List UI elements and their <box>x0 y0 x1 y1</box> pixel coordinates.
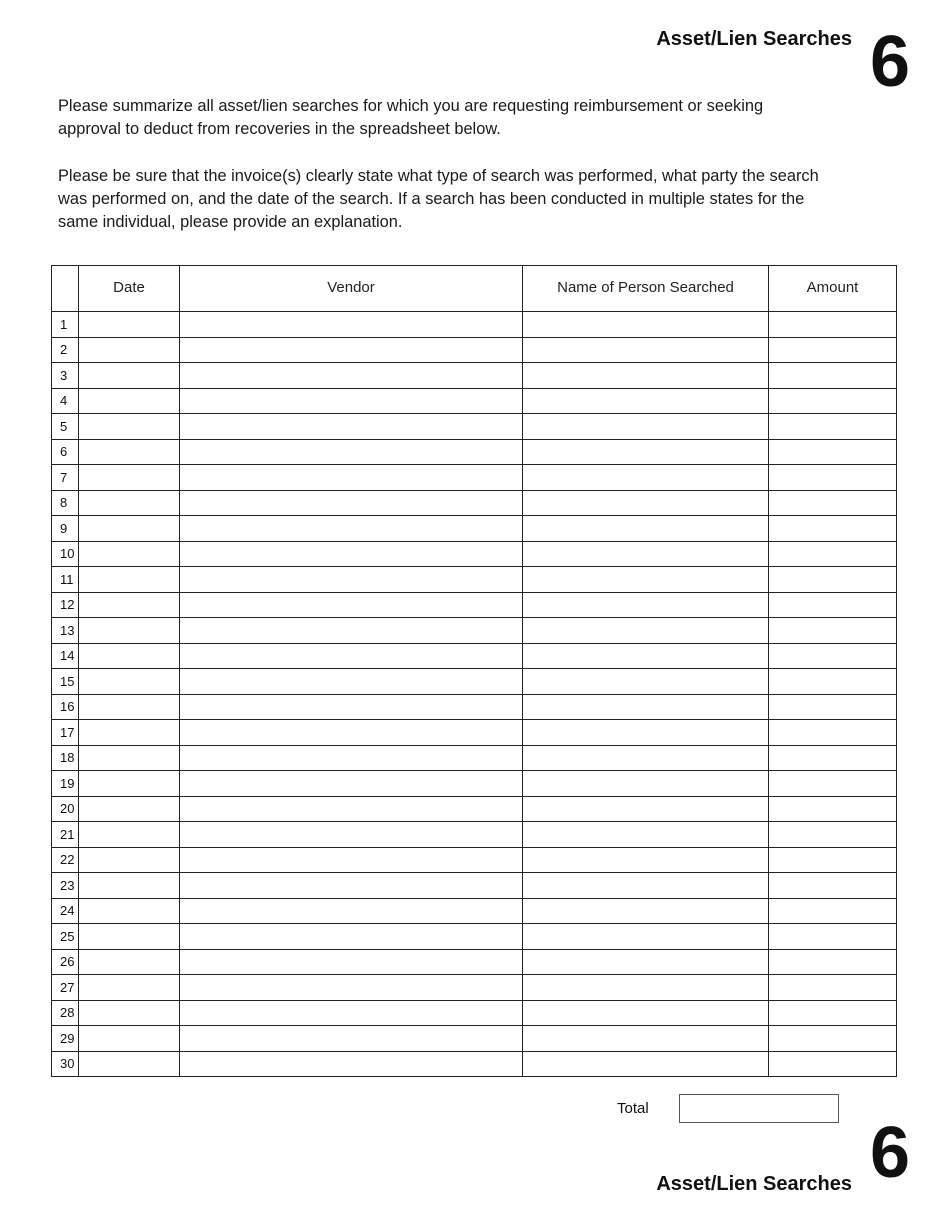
name-searched-cell[interactable] <box>523 873 769 899</box>
row-number: 6 <box>52 439 79 465</box>
row-number: 9 <box>52 516 79 542</box>
row-number: 12 <box>52 592 79 618</box>
amount-cell[interactable] <box>769 822 897 848</box>
amount-cell[interactable] <box>769 643 897 669</box>
vendor-cell[interactable] <box>180 567 523 593</box>
row-number: 20 <box>52 796 79 822</box>
amount-cell[interactable] <box>769 796 897 822</box>
amount-cell[interactable] <box>769 414 897 440</box>
name-searched-cell[interactable] <box>523 694 769 720</box>
column-header-date: Date <box>79 266 180 312</box>
vendor-cell[interactable] <box>180 873 523 899</box>
vendor-cell[interactable] <box>180 924 523 950</box>
vendor-cell[interactable] <box>180 796 523 822</box>
vendor-cell[interactable] <box>180 745 523 771</box>
date-cell[interactable] <box>79 975 180 1001</box>
row-number: 8 <box>52 490 79 516</box>
vendor-cell[interactable] <box>180 1026 523 1052</box>
row-number: 26 <box>52 949 79 975</box>
name-searched-cell[interactable] <box>523 1000 769 1026</box>
table-row <box>52 924 897 950</box>
vendor-cell[interactable] <box>180 669 523 695</box>
vendor-cell[interactable] <box>180 847 523 873</box>
name-searched-cell[interactable] <box>523 720 769 746</box>
date-cell[interactable] <box>79 898 180 924</box>
table-row <box>52 516 897 542</box>
vendor-cell[interactable] <box>180 643 523 669</box>
name-searched-cell[interactable] <box>523 592 769 618</box>
name-searched-cell[interactable] <box>523 975 769 1001</box>
date-cell[interactable] <box>79 1051 180 1077</box>
amount-cell[interactable] <box>769 567 897 593</box>
row-number: 17 <box>52 720 79 746</box>
table-row <box>52 669 897 695</box>
vendor-cell[interactable] <box>180 975 523 1001</box>
date-cell[interactable] <box>79 694 180 720</box>
name-searched-cell[interactable] <box>523 439 769 465</box>
row-number: 3 <box>52 363 79 389</box>
amount-cell[interactable] <box>769 898 897 924</box>
amount-cell[interactable] <box>769 516 897 542</box>
vendor-cell[interactable] <box>180 337 523 363</box>
amount-cell[interactable] <box>769 720 897 746</box>
table-row <box>52 567 897 593</box>
table-row <box>52 873 897 899</box>
date-cell[interactable] <box>79 643 180 669</box>
amount-cell[interactable] <box>769 975 897 1001</box>
name-searched-cell[interactable] <box>523 771 769 797</box>
amount-cell[interactable] <box>769 1026 897 1052</box>
table-row <box>52 465 897 491</box>
date-cell[interactable] <box>79 388 180 414</box>
amount-cell[interactable] <box>769 771 897 797</box>
row-number: 27 <box>52 975 79 1001</box>
vendor-cell[interactable] <box>180 694 523 720</box>
date-cell[interactable] <box>79 720 180 746</box>
date-cell[interactable] <box>79 669 180 695</box>
vendor-cell[interactable] <box>180 541 523 567</box>
row-number: 19 <box>52 771 79 797</box>
instructions <box>58 95 828 257</box>
searches-table <box>51 265 897 1077</box>
row-number: 1 <box>52 312 79 338</box>
amount-cell[interactable] <box>769 490 897 516</box>
name-searched-cell[interactable] <box>523 465 769 491</box>
vendor-cell[interactable] <box>180 490 523 516</box>
vendor-cell[interactable] <box>180 898 523 924</box>
date-cell[interactable] <box>79 516 180 542</box>
vendor-cell[interactable] <box>180 822 523 848</box>
amount-cell[interactable] <box>769 924 897 950</box>
date-cell[interactable] <box>79 745 180 771</box>
table-row <box>52 771 897 797</box>
date-cell[interactable] <box>79 924 180 950</box>
table-row <box>52 1051 897 1077</box>
row-number: 29 <box>52 1026 79 1052</box>
amount-cell[interactable] <box>769 669 897 695</box>
column-header-vendor: Vendor <box>180 266 523 312</box>
page-title: Asset/Lien Searches <box>656 28 852 50</box>
date-cell[interactable] <box>79 618 180 644</box>
name-searched-cell[interactable] <box>523 388 769 414</box>
vendor-cell[interactable] <box>180 720 523 746</box>
date-cell[interactable] <box>79 490 180 516</box>
date-cell[interactable] <box>79 873 180 899</box>
table-header-row <box>52 266 897 312</box>
date-cell[interactable] <box>79 949 180 975</box>
footer-title: Asset/Lien Searches <box>656 1173 852 1195</box>
amount-cell[interactable] <box>769 1051 897 1077</box>
table-row <box>52 1026 897 1052</box>
row-number: 16 <box>52 694 79 720</box>
date-cell[interactable] <box>79 592 180 618</box>
row-number: 30 <box>52 1051 79 1077</box>
name-searched-cell[interactable] <box>523 618 769 644</box>
date-cell[interactable] <box>79 363 180 389</box>
vendor-cell[interactable] <box>180 388 523 414</box>
amount-cell[interactable] <box>769 312 897 338</box>
name-searched-cell[interactable] <box>523 1051 769 1077</box>
date-cell[interactable] <box>79 1026 180 1052</box>
name-searched-cell[interactable] <box>523 796 769 822</box>
table-row <box>52 490 897 516</box>
name-searched-cell[interactable] <box>523 516 769 542</box>
total-label: Total <box>617 1100 649 1117</box>
amount-cell[interactable] <box>769 1000 897 1026</box>
table-row <box>52 363 897 389</box>
date-cell[interactable] <box>79 567 180 593</box>
table-row <box>52 439 897 465</box>
vendor-cell[interactable] <box>180 949 523 975</box>
row-number: 28 <box>52 1000 79 1026</box>
name-searched-cell[interactable] <box>523 312 769 338</box>
amount-cell[interactable] <box>769 363 897 389</box>
row-number: 15 <box>52 669 79 695</box>
table-row <box>52 694 897 720</box>
table-row <box>52 592 897 618</box>
row-number: 25 <box>52 924 79 950</box>
name-searched-cell[interactable] <box>523 490 769 516</box>
row-number: 21 <box>52 822 79 848</box>
amount-cell[interactable] <box>769 949 897 975</box>
table-row <box>52 898 897 924</box>
name-searched-cell[interactable] <box>523 337 769 363</box>
table-row <box>52 541 897 567</box>
date-cell[interactable] <box>79 337 180 363</box>
amount-cell[interactable] <box>769 618 897 644</box>
name-searched-cell[interactable] <box>523 949 769 975</box>
amount-cell[interactable] <box>769 541 897 567</box>
amount-cell[interactable] <box>769 388 897 414</box>
table-row <box>52 312 897 338</box>
row-number: 14 <box>52 643 79 669</box>
date-cell[interactable] <box>79 1000 180 1026</box>
vendor-cell[interactable] <box>180 363 523 389</box>
amount-cell[interactable] <box>769 745 897 771</box>
footer-section-number: 6 <box>869 1113 910 1193</box>
amount-cell[interactable] <box>769 439 897 465</box>
row-number: 13 <box>52 618 79 644</box>
instruction-paragraph: Please summarize all asset/lien searches for which you are requesting reimbursement or seeking approval to deduct from recoveries in the spreadsheet below. <box>58 97 764 139</box>
vendor-cell[interactable] <box>180 312 523 338</box>
vendor-cell[interactable] <box>180 1051 523 1077</box>
name-searched-cell[interactable] <box>523 643 769 669</box>
table-row <box>52 388 897 414</box>
table-row <box>52 975 897 1001</box>
row-number: 10 <box>52 541 79 567</box>
name-searched-cell[interactable] <box>523 898 769 924</box>
amount-cell[interactable] <box>769 465 897 491</box>
vendor-cell[interactable] <box>180 618 523 644</box>
date-cell[interactable] <box>79 465 180 491</box>
name-searched-cell[interactable] <box>523 847 769 873</box>
name-searched-cell[interactable] <box>523 541 769 567</box>
name-searched-cell[interactable] <box>523 745 769 771</box>
table-row <box>52 618 897 644</box>
name-searched-cell[interactable] <box>523 1026 769 1052</box>
row-number: 24 <box>52 898 79 924</box>
date-cell[interactable] <box>79 439 180 465</box>
vendor-cell[interactable] <box>180 771 523 797</box>
column-header-amount: Amount <box>769 266 897 312</box>
date-cell[interactable] <box>79 771 180 797</box>
name-searched-cell[interactable] <box>523 363 769 389</box>
date-cell[interactable] <box>79 541 180 567</box>
amount-cell[interactable] <box>769 873 897 899</box>
row-number: 22 <box>52 847 79 873</box>
name-searched-cell[interactable] <box>523 414 769 440</box>
vendor-cell[interactable] <box>180 465 523 491</box>
name-searched-cell[interactable] <box>523 924 769 950</box>
table-row <box>52 414 897 440</box>
date-cell[interactable] <box>79 847 180 873</box>
row-number: 5 <box>52 414 79 440</box>
name-searched-cell[interactable] <box>523 822 769 848</box>
name-searched-cell[interactable] <box>523 669 769 695</box>
section-number: 6 <box>869 22 910 102</box>
date-cell[interactable] <box>79 822 180 848</box>
table-row <box>52 847 897 873</box>
table-row <box>52 796 897 822</box>
table-row <box>52 1000 897 1026</box>
row-number: 23 <box>52 873 79 899</box>
row-number: 7 <box>52 465 79 491</box>
table-row <box>52 337 897 363</box>
date-cell[interactable] <box>79 796 180 822</box>
vendor-cell[interactable] <box>180 439 523 465</box>
table-row <box>52 745 897 771</box>
row-number: 18 <box>52 745 79 771</box>
row-number: 2 <box>52 337 79 363</box>
vendor-cell[interactable] <box>180 1000 523 1026</box>
instruction-paragraph: Please be sure that the invoice(s) clearly state what type of search was performed, what party the search was performed on, and the date of the search. If a search has been conducted in multiple states for the same individual, please provide an explanation. <box>58 166 819 232</box>
vendor-cell[interactable] <box>180 516 523 542</box>
amount-cell[interactable] <box>769 592 897 618</box>
column-header-name-searched: Name of Person Searched <box>523 266 769 312</box>
row-number: 4 <box>52 388 79 414</box>
column-header-number <box>52 266 79 312</box>
date-cell[interactable] <box>79 312 180 338</box>
row-number: 11 <box>52 567 79 593</box>
vendor-cell[interactable] <box>180 414 523 440</box>
date-cell[interactable] <box>79 414 180 440</box>
total-field[interactable] <box>679 1094 839 1123</box>
amount-cell[interactable] <box>769 847 897 873</box>
name-searched-cell[interactable] <box>523 567 769 593</box>
table-row <box>52 949 897 975</box>
amount-cell[interactable] <box>769 337 897 363</box>
amount-cell[interactable] <box>769 694 897 720</box>
table-row <box>52 822 897 848</box>
table-row <box>52 720 897 746</box>
vendor-cell[interactable] <box>180 592 523 618</box>
table-row <box>52 643 897 669</box>
